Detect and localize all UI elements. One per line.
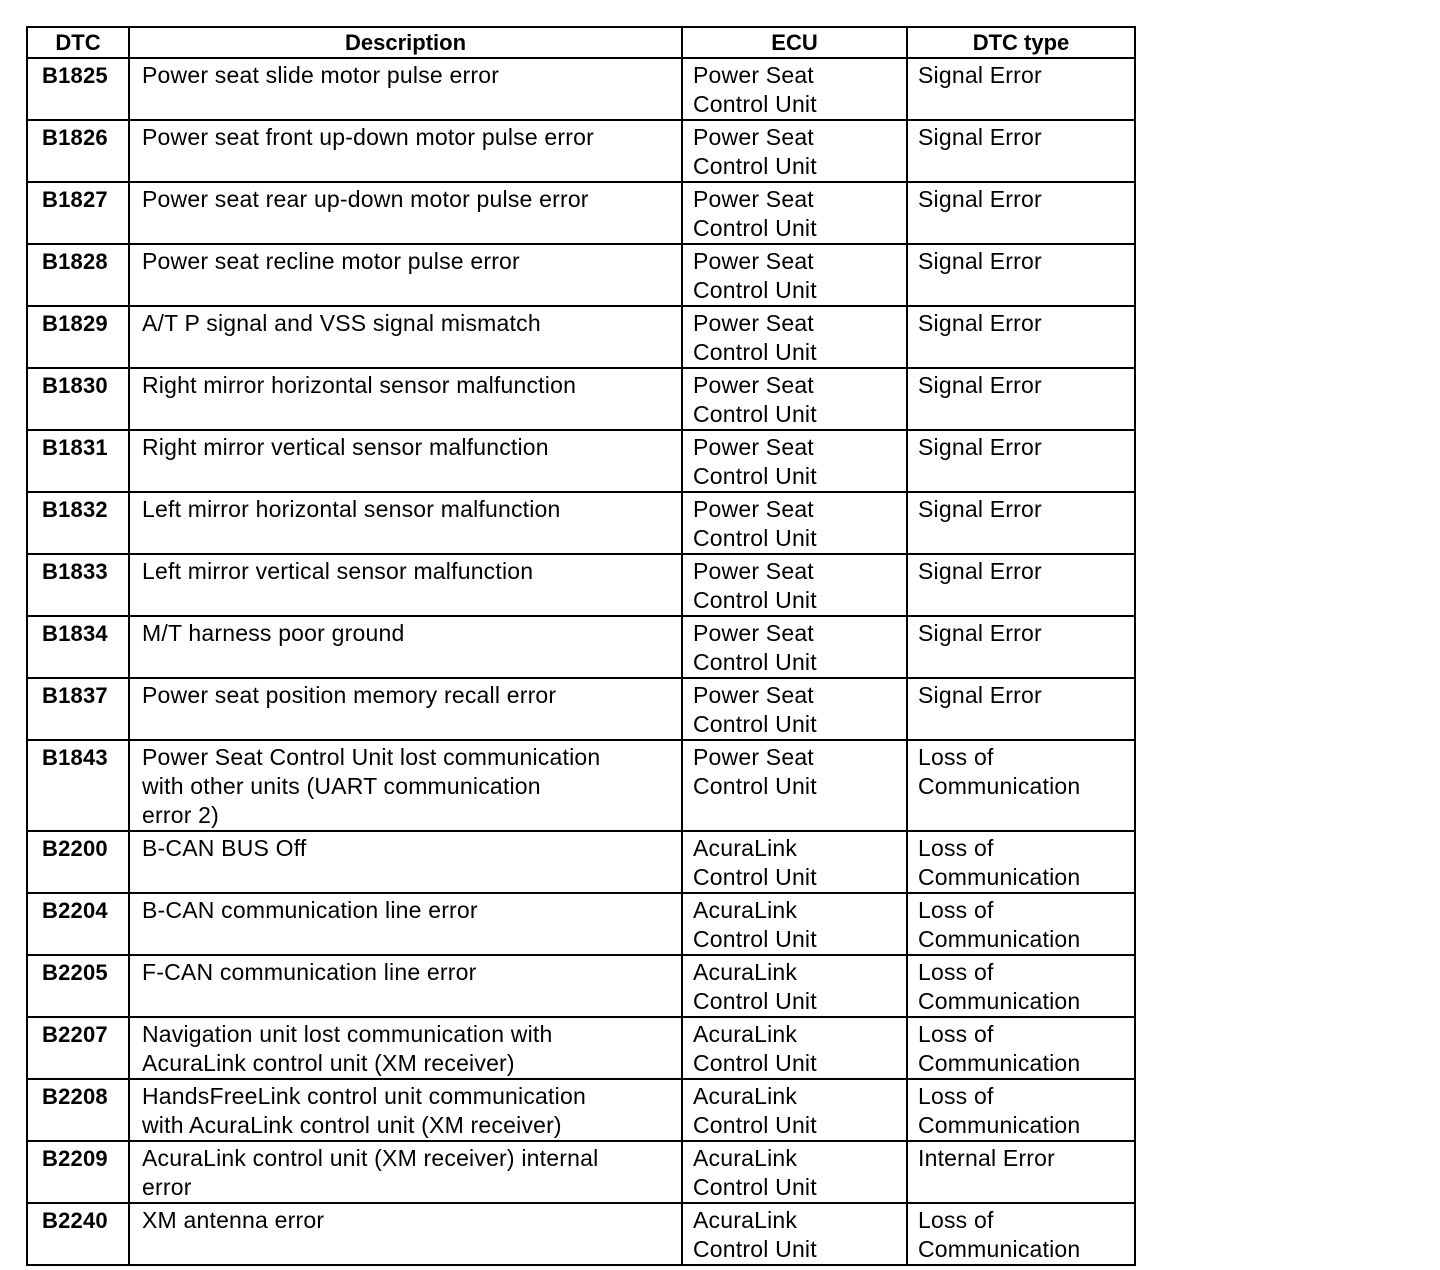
dtc-type-cell: Loss of Communication (907, 1203, 1135, 1265)
description-cell: XM antenna error (129, 1203, 682, 1265)
dtc-type-cell: Signal Error (907, 306, 1135, 368)
description-cell: Left mirror vertical sensor malfunction (129, 554, 682, 616)
table-row (27, 58, 1135, 120)
dtc-code-cell: B2204 (27, 893, 129, 955)
dtc-code-cell: B2200 (27, 831, 129, 893)
ecu-cell: AcuraLink Control Unit (682, 1017, 907, 1079)
dtc-code-cell: B1833 (27, 554, 129, 616)
ecu-cell: Power Seat Control Unit (682, 58, 907, 120)
table-row (27, 955, 1135, 1017)
description-cell: Power Seat Control Unit lost communication with other units (UART communication error 2) (129, 740, 682, 831)
table-row (27, 1017, 1135, 1079)
dtc-code-cell: B1825 (27, 58, 129, 120)
dtc-code-cell: B1837 (27, 678, 129, 740)
description-cell: AcuraLink control unit (XM receiver) internal error (129, 1141, 682, 1203)
ecu-cell: Power Seat Control Unit (682, 678, 907, 740)
ecu-cell: Power Seat Control Unit (682, 182, 907, 244)
ecu-cell: Power Seat Control Unit (682, 554, 907, 616)
dtc-code-cell: B1831 (27, 430, 129, 492)
dtc-type-cell: Signal Error (907, 678, 1135, 740)
dtc-type-cell: Signal Error (907, 120, 1135, 182)
table-row (27, 616, 1135, 678)
description-cell: Power seat front up-down motor pulse error (129, 120, 682, 182)
dtc-type-cell: Signal Error (907, 616, 1135, 678)
dtc-code-cell: B1827 (27, 182, 129, 244)
header-dtc: DTC (27, 27, 129, 58)
dtc-type-cell: Signal Error (907, 182, 1135, 244)
description-cell: B-CAN BUS Off (129, 831, 682, 893)
dtc-code-cell: B1829 (27, 306, 129, 368)
table-row (27, 678, 1135, 740)
dtc-type-cell: Signal Error (907, 430, 1135, 492)
dtc-code-cell: B2208 (27, 1079, 129, 1141)
ecu-cell: AcuraLink Control Unit (682, 893, 907, 955)
description-cell: Right mirror horizontal sensor malfunction (129, 368, 682, 430)
table-row (27, 306, 1135, 368)
ecu-cell: Power Seat Control Unit (682, 120, 907, 182)
table-row (27, 492, 1135, 554)
table-row (27, 1141, 1135, 1203)
header-ecu: ECU (682, 27, 907, 58)
ecu-cell: Power Seat Control Unit (682, 740, 907, 831)
dtc-code-cell: B2240 (27, 1203, 129, 1265)
dtc-table (26, 26, 1136, 1266)
table-row (27, 740, 1135, 831)
table-row (27, 893, 1135, 955)
ecu-cell: AcuraLink Control Unit (682, 831, 907, 893)
table-row (27, 554, 1135, 616)
dtc-type-cell: Loss of Communication (907, 893, 1135, 955)
description-cell: B-CAN communication line error (129, 893, 682, 955)
ecu-cell: AcuraLink Control Unit (682, 1141, 907, 1203)
dtc-code-cell: B1826 (27, 120, 129, 182)
ecu-cell: AcuraLink Control Unit (682, 955, 907, 1017)
table-row (27, 831, 1135, 893)
dtc-type-cell: Internal Error (907, 1141, 1135, 1203)
header-row (27, 27, 1135, 58)
dtc-type-cell: Loss of Communication (907, 955, 1135, 1017)
ecu-cell: Power Seat Control Unit (682, 492, 907, 554)
description-cell: Navigation unit lost communication with AcuraLink control unit (XM receiver) (129, 1017, 682, 1079)
dtc-code-cell: B1830 (27, 368, 129, 430)
table-body (27, 58, 1135, 1265)
dtc-type-cell: Loss of Communication (907, 1079, 1135, 1141)
description-cell: Power seat position memory recall error (129, 678, 682, 740)
description-cell: A/T P signal and VSS signal mismatch (129, 306, 682, 368)
ecu-cell: Power Seat Control Unit (682, 430, 907, 492)
dtc-code-cell: B2209 (27, 1141, 129, 1203)
table-row (27, 182, 1135, 244)
table-row (27, 120, 1135, 182)
dtc-type-cell: Loss of Communication (907, 831, 1135, 893)
ecu-cell: Power Seat Control Unit (682, 616, 907, 678)
table-row (27, 244, 1135, 306)
dtc-code-cell: B2207 (27, 1017, 129, 1079)
dtc-type-cell: Signal Error (907, 244, 1135, 306)
description-cell: HandsFreeLink control unit communication with AcuraLink control unit (XM receiver) (129, 1079, 682, 1141)
dtc-code-cell: B2205 (27, 955, 129, 1017)
description-cell: Power seat rear up-down motor pulse error (129, 182, 682, 244)
header-description: Description (129, 27, 682, 58)
header-dtc-type: DTC type (907, 27, 1135, 58)
dtc-type-cell: Signal Error (907, 58, 1135, 120)
description-cell: M/T harness poor ground (129, 616, 682, 678)
dtc-type-cell: Signal Error (907, 492, 1135, 554)
table-row (27, 1079, 1135, 1141)
dtc-type-cell: Signal Error (907, 368, 1135, 430)
dtc-code-cell: B1832 (27, 492, 129, 554)
dtc-type-cell: Loss of Communication (907, 1017, 1135, 1079)
table-row (27, 1203, 1135, 1265)
table-row (27, 368, 1135, 430)
table-row (27, 430, 1135, 492)
dtc-code-cell: B1828 (27, 244, 129, 306)
description-cell: F-CAN communication line error (129, 955, 682, 1017)
ecu-cell: Power Seat Control Unit (682, 306, 907, 368)
ecu-cell: AcuraLink Control Unit (682, 1079, 907, 1141)
description-cell: Left mirror horizontal sensor malfunction (129, 492, 682, 554)
ecu-cell: Power Seat Control Unit (682, 244, 907, 306)
description-cell: Power seat slide motor pulse error (129, 58, 682, 120)
description-cell: Right mirror vertical sensor malfunction (129, 430, 682, 492)
dtc-type-cell: Signal Error (907, 554, 1135, 616)
dtc-code-cell: B1834 (27, 616, 129, 678)
dtc-type-cell: Loss of Communication (907, 740, 1135, 831)
description-cell: Power seat recline motor pulse error (129, 244, 682, 306)
ecu-cell: Power Seat Control Unit (682, 368, 907, 430)
dtc-code-cell: B1843 (27, 740, 129, 831)
ecu-cell: AcuraLink Control Unit (682, 1203, 907, 1265)
